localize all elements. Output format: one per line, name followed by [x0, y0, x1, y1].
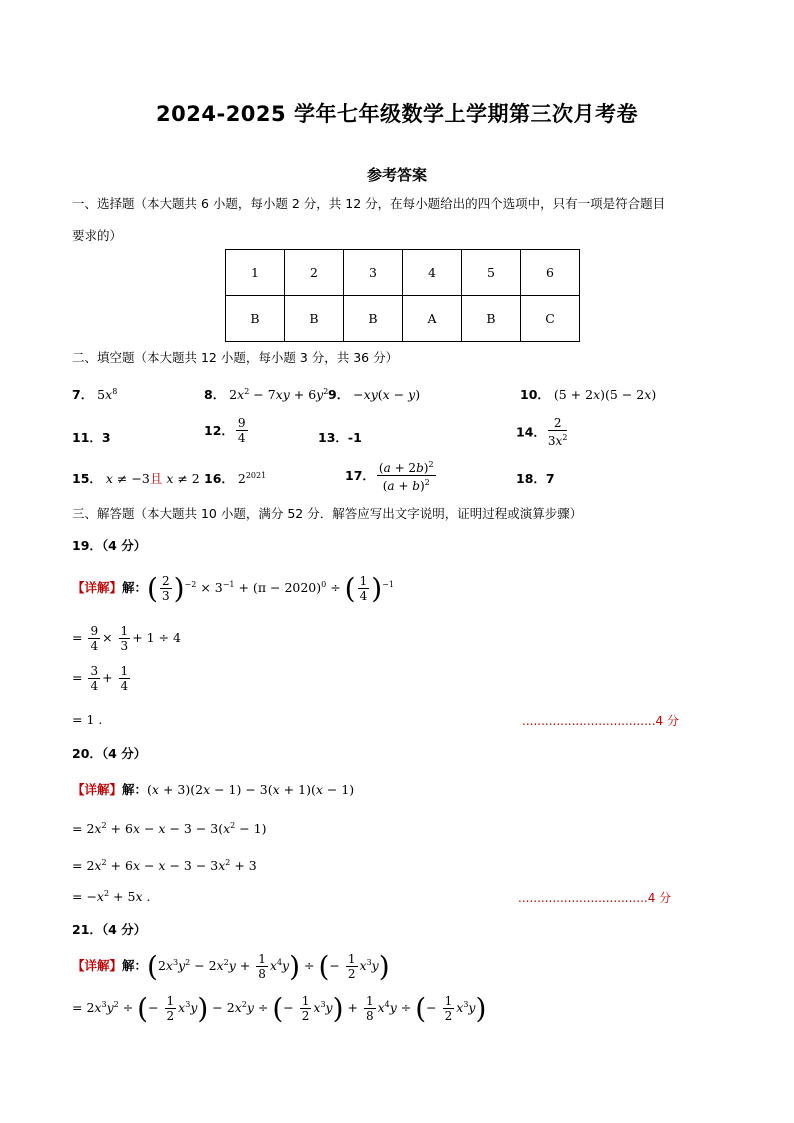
- page-subtitle: 参考答案: [366, 166, 427, 184]
- table-cell: 1: [226, 250, 285, 296]
- table-cell: B: [226, 296, 285, 342]
- question-21-step1: = $2x^3y^2$ ÷ (− $\frac{1}{2}$ $x^3y) - 2x^2y$ ÷ (− $\frac{1}{2}$ $x^3y$) + $\frac{1}{8}$ $x^4y$ ÷ (− $\frac{1}{2}$ $x^3y$): [72, 992, 487, 1025]
- section2-heading: 二、填空题（本大题共 12 小题，每小题 3 分，共 36 分）: [72, 350, 399, 365]
- question-19-step1: = $\frac{9}{4}$ × $\frac{1}{3}$ + 1 ÷ 4: [72, 624, 181, 653]
- question-21-label: 21．（4 分）: [72, 922, 147, 937]
- table-cell: A: [403, 296, 462, 342]
- question-20-score: ..................................4 分: [518, 891, 672, 905]
- table-cell: 2: [285, 250, 344, 296]
- section3-heading: 三、解答题（本大题共 10 小题，满分 52 分．解答应写出文字说明，证明过程或演算步骤）: [72, 506, 583, 521]
- question-19-expression: 【详解】解：( $\frac{2}{3}$ )$^{-2} \times 3^{-1} + (\pi - 2020)^0$ ÷ ( $\frac{1}{4}$ )$^{-1}$: [72, 572, 394, 605]
- table-cell: 3: [344, 250, 403, 296]
- answer-14: 14． $\frac{2}{3x^2}$: [516, 416, 568, 448]
- table-row-answers: [226, 296, 580, 342]
- question-20-step2: = $2x^2 + 6x - x - 3 - 3x^2 + 3$: [72, 858, 257, 874]
- table-cell: 6: [521, 250, 580, 296]
- answer-9: 9． −xy(x − y): [328, 387, 421, 402]
- table-cell: B: [285, 296, 344, 342]
- answer-17: 17． $\frac{(a + 2b)^2}{(a + b)^2}$: [345, 460, 434, 493]
- table-cell: B: [462, 296, 521, 342]
- question-19-step3: = 1 .: [72, 712, 103, 727]
- answer-13: 13．-1: [318, 430, 362, 445]
- answer-11: 11．3: [72, 430, 111, 445]
- answer-16: 16． $2^{2021}$: [204, 470, 267, 486]
- table-cell: 4: [403, 250, 462, 296]
- answer-8: 8． $2x^2 - 7xy + 6y^2$: [204, 386, 329, 402]
- answer-18: 18．7: [516, 471, 555, 486]
- question-19-step2: = $\frac{3}{4}$ + $\frac{1}{4}$: [72, 664, 129, 693]
- answer-12: 12． $\frac{9}{4}$: [204, 416, 246, 445]
- answer-table: [225, 249, 580, 342]
- question-20-expression: 【详解】解：(x + 3)(2x − 1) − 3(x + 1)(x − 1): [72, 782, 355, 797]
- table-cell: C: [521, 296, 580, 342]
- section1-heading-line2: 要求的）: [72, 228, 123, 243]
- question-21-expression: 【详解】解：($2x^3y^2 - 2x^2y$ + $\frac{1}{8}$ $x^4y$) ÷ (− $\frac{1}{2}$ $x^3y$): [72, 950, 390, 983]
- table-cell: 5: [462, 250, 521, 296]
- question-20-label: 20．（4 分）: [72, 746, 147, 761]
- answer-7: 7． $5x^8$: [72, 386, 118, 402]
- table-row-numbers: [226, 250, 580, 296]
- question-20-step1: = $2x^2 + 6x - x - 3 - 3(x^2 - 1)$: [72, 821, 267, 837]
- page-title: 2024-2025 学年七年级数学上学期第三次月考卷: [156, 102, 638, 126]
- answer-10: 10． (5 + 2x)(5 − 2x): [520, 387, 657, 402]
- question-19-label: 19．（4 分）: [72, 538, 147, 553]
- question-20-step3: = $-x^2 + 5x$ .: [72, 889, 151, 905]
- answer-15: 15． x ≠ −3且 x ≠ 2: [72, 471, 200, 486]
- table-cell: B: [344, 296, 403, 342]
- question-19-score: ...................................4 分: [522, 714, 679, 728]
- section1-heading-line1: 一、选择题（本大题共 6 小题，每小题 2 分，共 12 分，在每小题给出的四个选项中，只有一项是符合题目: [72, 196, 666, 211]
